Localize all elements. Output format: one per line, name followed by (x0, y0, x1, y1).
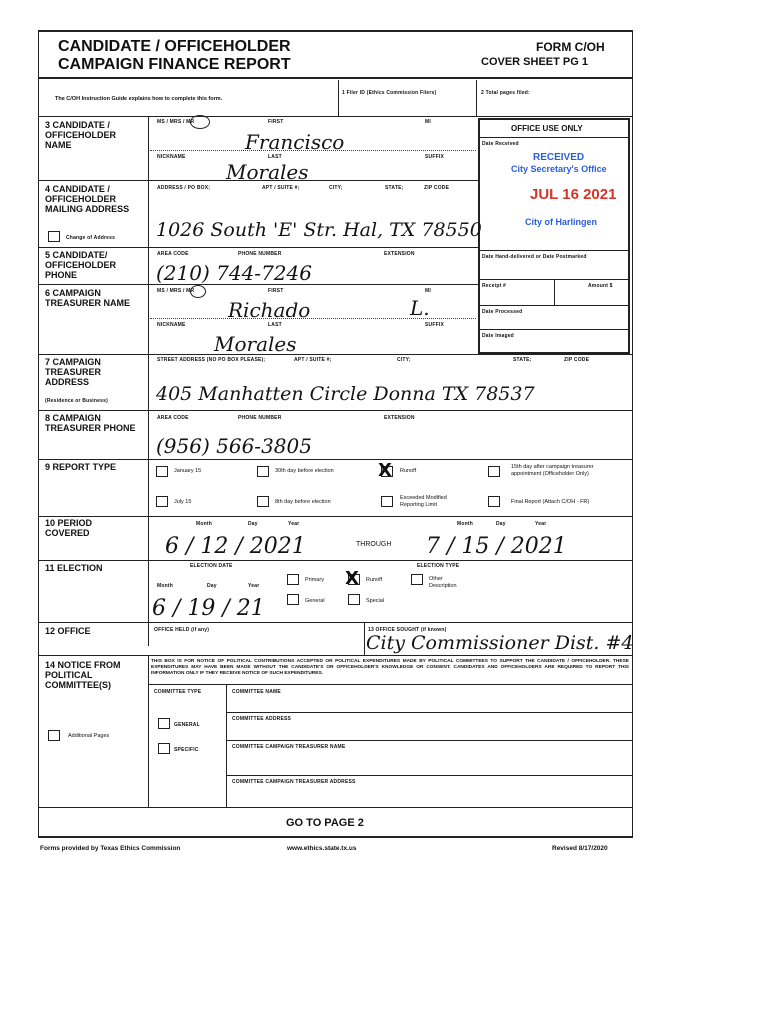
committee-type-label: COMMITTEE TYPE (154, 689, 202, 695)
30th-day-checkbox[interactable] (257, 466, 269, 477)
treasurer-first-name: Richado (228, 298, 311, 322)
july-15-label: July 15 (174, 499, 192, 505)
office-sought-value: City Commissioner Dist. #4 (366, 632, 634, 654)
form-id: FORM C/OH (536, 40, 605, 54)
section-11-label: 11 ELECTION (45, 563, 103, 573)
from-month-label: Month (196, 521, 212, 527)
election-month-label: Month (157, 583, 173, 589)
from-day-label: Day (248, 521, 258, 527)
cover-sheet-label: COVER SHEET PG 1 (481, 56, 588, 68)
election-date-label: ELECTION DATE (190, 563, 233, 569)
stamp-date: JUL 16 2021 (530, 186, 617, 203)
exceeded-limit-checkbox[interactable] (381, 496, 393, 507)
treasurer-address: 405 Manhatten Circle Donna TX 78537 (156, 383, 535, 405)
exceeded-limit-label: Exceeded Modified Reporting Limit (400, 495, 447, 508)
state-label: STATE; (385, 185, 404, 191)
change-of-address-label: Change of Address (66, 235, 116, 241)
8th-day-label: 8th day before election (275, 499, 331, 505)
section-8-label: 8 CAMPAIGN TREASURER PHONE (45, 413, 136, 433)
from-year-label: Year (288, 521, 300, 527)
january-15-label: January 15 (174, 468, 202, 474)
office-use-title: OFFICE USE ONLY (511, 124, 583, 133)
runoff-election-label: Runoff (366, 577, 383, 583)
suffix-label: SUFFIX (425, 154, 444, 160)
committee-treasurer-label: COMMITTEE CAMPAIGN TREASURER NAME (232, 744, 346, 750)
general-label: General (305, 598, 325, 604)
first-name-label: FIRST (268, 119, 284, 125)
8th-day-checkbox[interactable] (257, 496, 269, 507)
candidate-address: 1026 South 'E' Str. Hal, TX 78550 (156, 219, 482, 241)
go-to-page-2: GO TO PAGE 2 (286, 817, 364, 829)
treasurer-mr-circle (190, 285, 206, 298)
section-9-label: 9 REPORT TYPE (45, 462, 117, 472)
section-4-label: 4 CANDIDATE / OFFICEHOLDER MAILING ADDRESS (45, 184, 130, 214)
candidate-last-name: Morales (226, 160, 309, 184)
zip-label: ZIP CODE (424, 185, 450, 191)
july-15-checkbox[interactable] (156, 496, 168, 507)
filer-id-label: 1 Filer ID (Ethics Commission Filers) (342, 90, 437, 96)
treasurer-suffix-label: SUFFIX (425, 322, 444, 328)
treasurer-first-label: FIRST (268, 288, 284, 294)
forms-provided-label: Forms provided by Texas Ethics Commission (40, 845, 181, 852)
to-month-label: Month (457, 521, 473, 527)
received-stamp: RECEIVED (533, 152, 585, 163)
to-year-label: Year (535, 521, 547, 527)
committee-treasurer-address-label: COMMITTEE CAMPAIGN TREASURER ADDRESS (232, 779, 356, 785)
additional-pages-label: Additional Pages (68, 733, 110, 739)
candidate-first-name: Francisco (245, 130, 345, 154)
15th-day-checkbox[interactable] (488, 466, 500, 477)
mr-circle (190, 115, 210, 129)
treasurer-zip-label: ZIP CODE (564, 357, 590, 363)
final-report-checkbox[interactable] (488, 496, 500, 507)
apt-suite-label: APT / SUITE #; (262, 185, 300, 191)
treasurer-mi-label: MI (425, 288, 431, 294)
treasurer-extension-label: EXTENSION (384, 415, 415, 421)
date-imaged-label: Date Imaged (482, 333, 514, 339)
runoff-report-label: Runoff (400, 468, 417, 474)
treasurer-last-name: Morales (214, 332, 297, 356)
treasurer-ms-label: MS / MRS / MR (157, 288, 195, 294)
section-12-label: 12 OFFICE (45, 626, 91, 636)
form-title-line2: CAMPAIGN FINANCE REPORT (58, 56, 291, 73)
specific-committee-label: SPECIFIC (174, 747, 199, 753)
to-day-label: Day (496, 521, 506, 527)
residence-business-label: (Residence or Business) (45, 398, 108, 404)
15th-day-label: 15th day after campaign treasurer appointment (Officeholder Only) (511, 464, 594, 477)
through-label: THROUGH (356, 541, 392, 548)
election-date: 6 / 19 / 21 (152, 596, 265, 621)
date-received-label: Date Received (482, 141, 519, 147)
period-to-date: 7 / 15 / 2021 (426, 534, 567, 559)
date-hand-delivered-label: Date Hand-delivered or Date Postmarked (482, 254, 587, 260)
notice-text: THIS BOX IS FOR NOTICE OF POLITICAL CONTRIBUTIONS ACCEPTED OR POLITICAL EXPENDITURES MADE BY POLITICAL COMMITTEES TO SUPPORT THE CANDIDATE / OFFICEHOLDER. THESE EXPENDITURES MAY HAVE BEEN MADE WITHOUT THE CANDIDATE'S OR OFFICEHOLDER'S KNOWLEDGE OR CONSENT. CANDIDATES AND OFFICEHOLDERS ARE REQUIRED TO REPORT THIS INFORMATION ONLY IF THEY RECEIVE NOTICE OF SUCH EXPENDITURES. (151, 659, 629, 676)
treasurer-phone-label: PHONE NUMBER (238, 415, 282, 421)
treasurer-city-label: CITY; (397, 357, 411, 363)
treasurer-area-code-label: AREA CODE (157, 415, 189, 421)
primary-checkbox[interactable] (287, 574, 299, 585)
instruction-text: The C/OH Instruction Guide explains how to complete this form. (55, 96, 223, 102)
candidate-phone: (210) 744-7246 (156, 261, 312, 285)
stamp-city-secretary: City Secretary's Office (511, 164, 607, 174)
receipt-label: Receipt # (482, 283, 507, 289)
primary-label: Primary (305, 577, 324, 583)
general-checkbox[interactable] (287, 594, 299, 605)
period-from-date: 6 / 12 / 2021 (165, 534, 306, 559)
treasurer-apt-label: APT / SUITE #; (294, 357, 332, 363)
committee-address-label: COMMITTEE ADDRESS (232, 716, 292, 722)
total-pages-label: 2 Total pages filed: (481, 90, 530, 96)
city-label: CITY; (329, 185, 343, 191)
election-day-label: Day (207, 583, 217, 589)
revised-date: Revised 8/17/2020 (552, 845, 608, 852)
runoff-election-mark: X (345, 568, 359, 589)
treasurer-phone: (956) 566-3805 (156, 434, 312, 458)
last-name-label: LAST (268, 154, 282, 160)
change-of-address-checkbox[interactable] (48, 231, 60, 242)
section-7-label: 7 CAMPAIGN TREASURER ADDRESS (45, 357, 102, 387)
general-committee-label: GENERAL (174, 722, 200, 728)
additional-pages-checkbox[interactable] (48, 730, 60, 741)
section-3-label: 3 CANDIDATE / OFFICEHOLDER NAME (45, 120, 116, 150)
extension-label: EXTENSION (384, 251, 415, 257)
form-title-line1: CANDIDATE / OFFICEHOLDER (58, 38, 291, 55)
special-label: Special (366, 598, 385, 604)
mi-label: MI (425, 119, 431, 125)
30th-day-label: 30th day before election (275, 468, 334, 474)
section-5-label: 5 CANDIDATE/ OFFICEHOLDER PHONE (45, 250, 116, 280)
january-15-checkbox[interactable] (156, 466, 168, 477)
ms-mrs-mr-label: MS / MRS / MR (157, 119, 195, 125)
ethics-url: www.ethics.state.tx.us (287, 845, 357, 852)
section-14-label: 14 NOTICE FROM POLITICAL COMMITTEE(S) (45, 660, 121, 690)
date-processed-label: Date Processed (482, 309, 523, 315)
other-checkbox[interactable] (411, 574, 423, 585)
general-committee-checkbox[interactable] (158, 718, 170, 729)
committee-name-label: COMMITTEE NAME (232, 689, 281, 695)
section-6-label: 6 CAMPAIGN TREASURER NAME (45, 288, 131, 308)
stamp-city: City of Harlingen (525, 217, 598, 227)
election-year-label: Year (248, 583, 260, 589)
office-sought-label: 13 OFFICE SOUGHT (if known) (368, 627, 447, 633)
runoff-report-mark: X (378, 460, 392, 481)
amount-label: Amount $ (588, 283, 613, 289)
special-checkbox[interactable] (348, 594, 360, 605)
section-10-label: 10 PERIOD COVERED (45, 518, 93, 538)
treasurer-nickname-label: NICKNAME (157, 322, 186, 328)
phone-number-label: PHONE NUMBER (238, 251, 282, 257)
treasurer-last-label: LAST (268, 322, 282, 328)
treasurer-state-label: STATE; (513, 357, 532, 363)
office-held-label: OFFICE HELD (if any) (154, 627, 210, 633)
area-code-label: AREA CODE (157, 251, 189, 257)
election-type-label: ELECTION TYPE (417, 563, 460, 569)
final-report-label: Final Report (Attach C/OH - FR) (511, 499, 590, 505)
nickname-label: NICKNAME (157, 154, 186, 160)
other-label: Other Description (429, 576, 457, 589)
treasurer-middle-initial: L. (410, 296, 430, 320)
address-label: ADDRESS / PO BOX; (157, 185, 211, 191)
street-address-label: STREET ADDRESS (NO PO BOX PLEASE); (157, 357, 266, 363)
specific-committee-checkbox[interactable] (158, 743, 170, 754)
